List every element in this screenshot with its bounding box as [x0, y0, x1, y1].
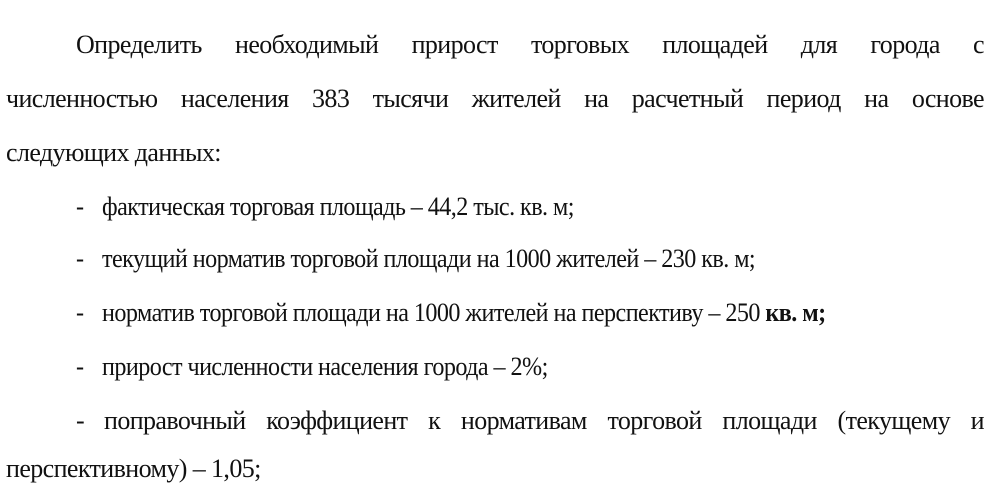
paragraph-line-1: Определить необходимый прирост торговых площадей для города с — [76, 30, 984, 59]
bullet-dash: - — [76, 352, 84, 381]
paragraph-line-3: следующих данных: — [6, 138, 221, 167]
bullet-dash: - — [76, 298, 84, 327]
list-item-text: норматив торговой площади на 1000 жителей на перспективу – 250 — [101, 298, 766, 327]
paragraph-line-2: численностью населения 383 тысячи жителей на расчетный период на основе — [6, 84, 984, 113]
bullet-dash: - — [76, 192, 84, 221]
list-item — [76, 244, 984, 274]
list-item — [76, 352, 984, 382]
list-item — [76, 298, 984, 328]
list-item-continuation: перспективному) – 1,05; — [6, 454, 261, 483]
list-item — [76, 406, 984, 436]
bullet-dash: - — [76, 406, 85, 435]
list-item-unit: кв. м; — [765, 298, 826, 327]
list-item-text: поправочный коэффициент к нормативам торговой площади (текущему и — [104, 406, 984, 435]
list-item-text: текущий норматив торговой площади на 1000 жителей – 230 кв. м; — [101, 244, 756, 273]
list-item-text: прирост численности населения города – 2%; — [101, 352, 548, 381]
bullet-dash: - — [76, 244, 84, 273]
list-item — [76, 192, 984, 222]
list-item-text: фактическая торговая площадь – 44,2 тыс. кв. м; — [101, 192, 574, 221]
